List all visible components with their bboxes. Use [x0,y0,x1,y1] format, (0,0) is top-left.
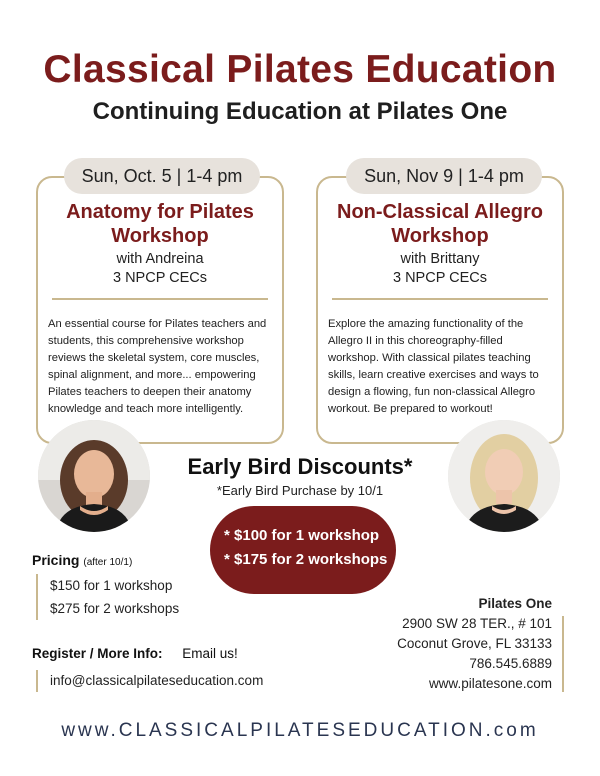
workshop-instructor: with Brittany [400,251,480,267]
workshop-description: Explore the amazing functionality of the Allegro II in this choreography-filled workshop. With classical pilates teaching skills, learn creative exercises and ways to design a flowing, fun non-classical Allegro workout. Be prepared to workout! [328,318,539,415]
pricing-item: $150 for 1 workshop [50,578,173,593]
pricing-list [36,574,179,620]
venue-address-line2: Coconut Grove, FL 33133 [397,636,552,651]
workshop-date-badge: Sun, Oct. 5 | 1-4 pm [64,158,260,194]
venue-address-line1: 2900 SW 28 TER., # 101 [402,616,552,631]
venue-divider [562,616,564,692]
workshop-date-badge: Sun, Nov 9 | 1-4 pm [346,158,542,194]
register-label: Register / More Info: [32,646,163,661]
instructor-photo-brittany [448,420,560,532]
workshop-title-line1: Non-Classical Allegro [337,201,543,223]
workshop-cecs: 3 NPCP CECs [112,270,207,286]
card-divider [332,298,548,300]
workshop-title-line1: Anatomy for Pilates [66,201,254,223]
pricing-qualifier: (after 10/1) [83,557,133,568]
workshop-title-line2: Workshop [111,225,209,247]
workshop-title [38,200,282,248]
venue-info [397,594,562,694]
workshop-title [318,200,562,248]
workshop-description: An essential course for Pilates teachers and students, this comprehensive workshop reviews the skeletal system, core muscles, spinal alignment, and more... empowering Pilates teachers to deepen their anatomy knowledge and teach more intelligently. [48,318,267,415]
workshop-cecs: 3 NPCP CECs [392,270,487,286]
pricing-heading [32,552,132,568]
early-bird-offer-badge [210,506,396,594]
workshop-instructor: with Andreina [116,251,204,267]
venue-name: Pilates One [478,596,552,611]
footer-website-link[interactable]: www.CLASSICALPILATESEDUCATION.com [61,720,539,741]
workshop-details [318,250,562,288]
venue-phone: 786.545.6889 [469,656,552,671]
instructor-photo-andreina [38,420,150,532]
page-subtitle: Continuing Education at Pilates One [92,98,508,125]
email-us-link[interactable]: Email us! [182,646,238,661]
early-bird-title: Early Bird Discounts* [187,454,413,479]
pricing-item: $275 for 2 workshops [50,601,180,616]
workshop-title-line2: Workshop [391,225,489,247]
venue-website-link[interactable]: www.pilatesone.com [428,676,552,691]
workshop-card-allegro [316,176,564,444]
card-divider [52,298,268,300]
workshop-details [38,250,282,288]
early-bird-note: *Early Bird Purchase by 10/1 [216,483,384,498]
pricing-label: Pricing [32,552,80,568]
page-title: Classical Pilates Education [43,48,557,91]
register-heading [32,646,238,661]
early-bird-offer: * $175 for 2 workshops [224,551,388,568]
register-email-link[interactable]: info@classicalpilateseducation.com [36,670,263,692]
workshop-card-anatomy [36,176,284,444]
early-bird-offer: * $100 for 1 workshop [224,527,380,544]
